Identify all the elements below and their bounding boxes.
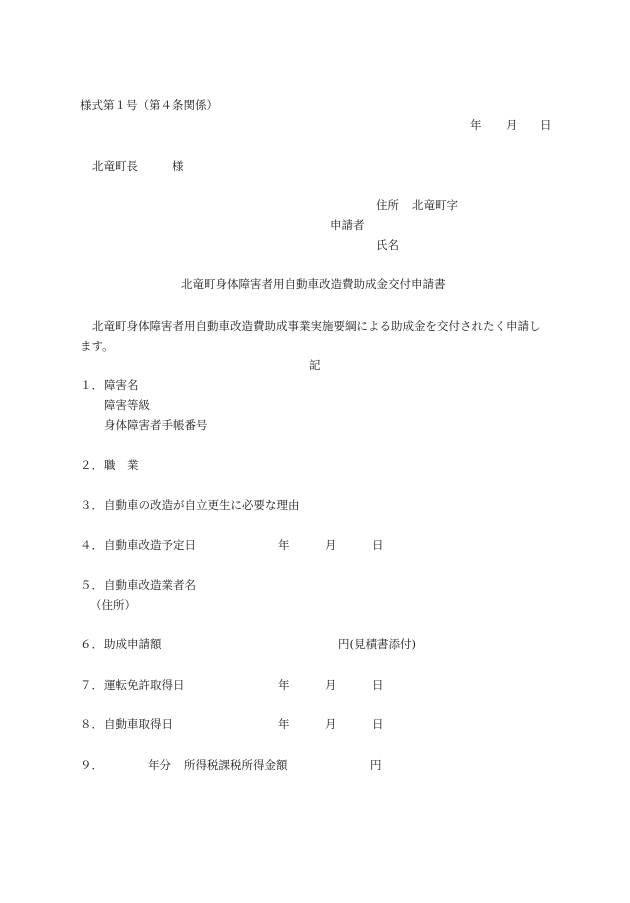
item-9-number: ９． — [80, 758, 103, 772]
item-5-number: ５． — [80, 578, 103, 592]
item-8-number: ８． — [80, 717, 103, 731]
addressee-honorific: 様 — [172, 159, 184, 173]
item-9-year-part: 年分 — [148, 758, 171, 772]
applicant-address-value: 北竜町字 — [412, 198, 458, 212]
item-1-label: 障害名 — [104, 378, 139, 392]
date-year-label: 年 — [470, 118, 482, 132]
item-6-label: 助成申請額 — [104, 637, 162, 651]
item-1-number: １． — [80, 378, 103, 392]
item-8-month: 月 — [325, 717, 337, 731]
item-1-disability-grade: 障害等級 — [104, 398, 150, 412]
form-number: 様式第１号（第４条関係） — [80, 98, 218, 112]
applicant-name-label: 氏名 — [376, 238, 399, 252]
item-4-label: 自動車改造予定日 — [104, 538, 196, 552]
item-1-handbook-number: 身体障害者手帳番号 — [104, 418, 208, 432]
item-6-number: ６． — [80, 637, 103, 651]
ki-heading: 記 — [309, 358, 321, 372]
item-4-year: 年 — [278, 538, 290, 552]
item-7-month: 月 — [325, 678, 337, 692]
applicant-address-label: 住所 — [376, 198, 399, 212]
item-5-label: 自動車改造業者名 — [104, 578, 196, 592]
item-4-day: 日 — [372, 538, 384, 552]
item-2-number: ２． — [80, 458, 103, 472]
item-7-label: 運転免許取得日 — [104, 678, 185, 692]
item-6-unit: 円(見積書添付) — [338, 637, 416, 651]
date-month-label: 月 — [506, 118, 518, 132]
date-day-label: 日 — [540, 118, 552, 132]
item-4-number: ４． — [80, 538, 103, 552]
document-title: 北竜町身体障害者用自動車改造費助成金交付申請書 — [181, 277, 446, 291]
addressee-name: 北竜町長 — [92, 159, 138, 173]
item-8-label: 自動車取得日 — [104, 717, 173, 731]
item-7-day: 日 — [372, 678, 384, 692]
item-3-number: ３． — [80, 498, 103, 512]
item-5-address: （住所） — [90, 598, 136, 612]
item-7-year: 年 — [278, 678, 290, 692]
applicant-role-label: 申請者 — [330, 218, 365, 232]
item-9-label: 所得税課税所得金額 — [184, 758, 288, 772]
item-2-label: 職 業 — [104, 458, 139, 472]
item-9-unit: 円 — [370, 758, 382, 772]
body-text-line-2: ます。 — [80, 339, 114, 353]
item-8-day: 日 — [372, 717, 384, 731]
item-8-year: 年 — [278, 717, 290, 731]
body-text-line-1: 北竜町身体障害者用自動車改造費助成事業実施要綱による助成金を交付されたく申請し — [92, 319, 541, 333]
item-3-label: 自動車の改造が自立更生に必要な理由 — [104, 498, 300, 512]
item-4-month: 月 — [325, 538, 337, 552]
item-7-number: ７． — [80, 678, 103, 692]
